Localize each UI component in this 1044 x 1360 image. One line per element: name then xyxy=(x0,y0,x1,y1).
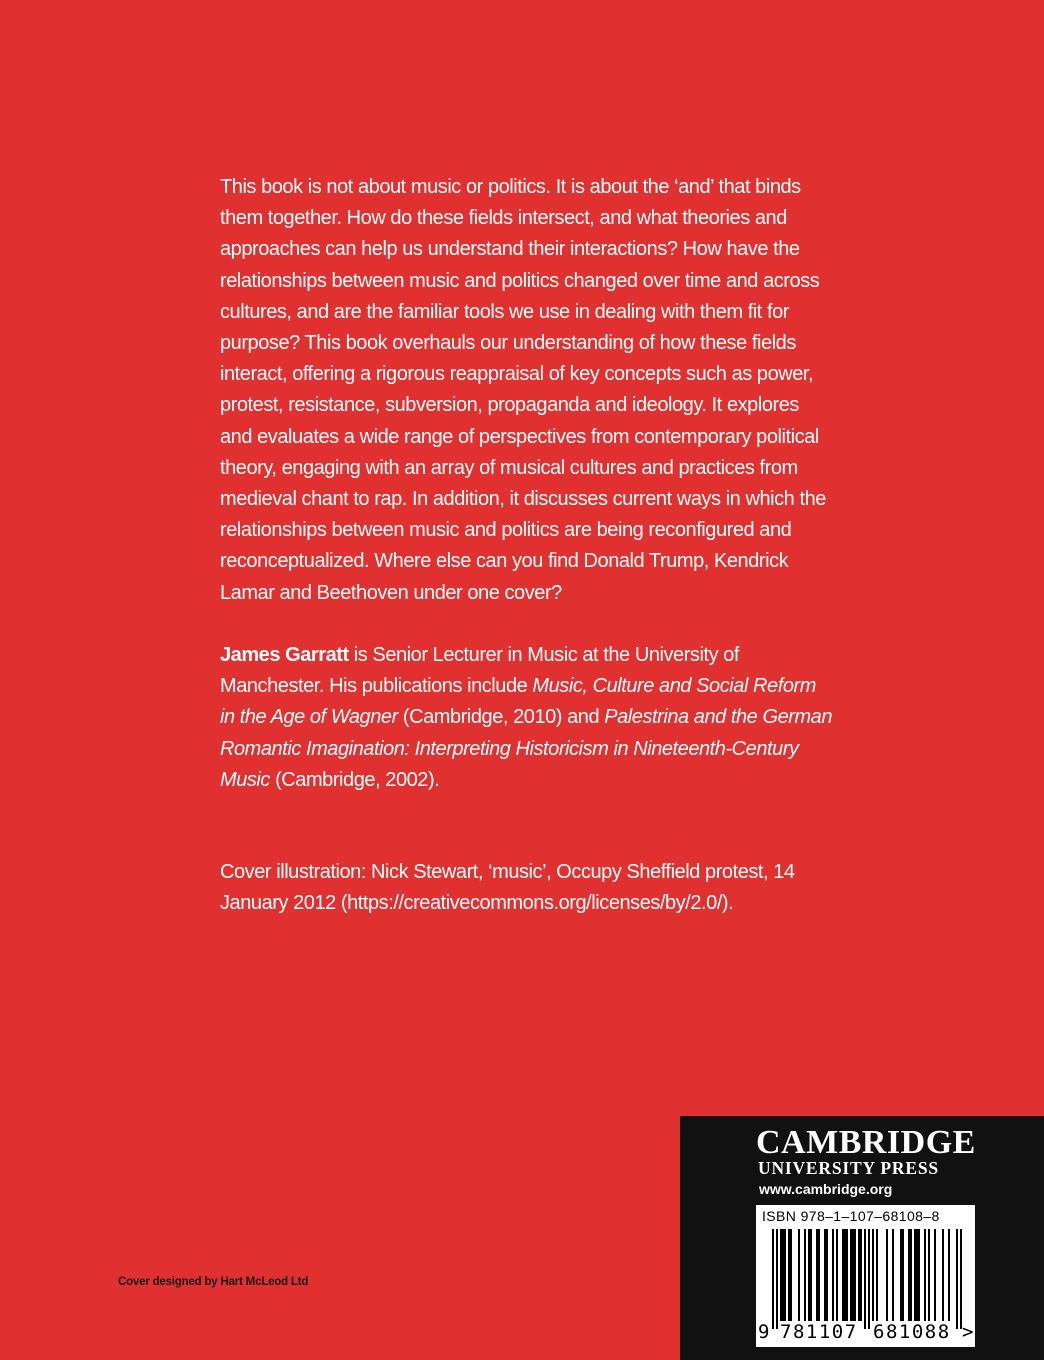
barcode-bar xyxy=(808,1229,810,1321)
barcode-bar xyxy=(816,1229,818,1321)
barcode-bar xyxy=(908,1229,910,1321)
book-blurb xyxy=(220,172,835,609)
barcode-bar xyxy=(928,1229,930,1321)
barcode-bar xyxy=(872,1229,874,1321)
barcode-bar xyxy=(910,1229,912,1321)
barcode-bar xyxy=(824,1229,826,1321)
barcode-digits-left: 781107 xyxy=(780,1321,858,1343)
barcode-digits xyxy=(756,1321,975,1345)
author-bio xyxy=(220,640,835,796)
publisher-url: www.cambridge.org xyxy=(759,1181,893,1197)
barcode-bar xyxy=(886,1229,888,1321)
barcode-bar xyxy=(788,1229,790,1321)
publisher-subtitle: UNIVERSITY PRESS xyxy=(758,1158,939,1178)
barcode-bar xyxy=(826,1229,828,1321)
bio-text-1: is Senior Lecturer in Music at the University of Manchester. His publications include xyxy=(220,644,740,698)
barcode-bar xyxy=(850,1229,852,1321)
barcode-bar xyxy=(916,1229,918,1321)
barcode-bar xyxy=(864,1229,866,1329)
barcode-bar xyxy=(868,1229,870,1329)
barcode-bar xyxy=(844,1229,846,1321)
isbn-barcode xyxy=(756,1205,975,1347)
barcode-bar xyxy=(772,1229,774,1329)
credit-label: Cover illustration: xyxy=(220,861,366,883)
barcode-bar xyxy=(798,1229,800,1321)
book-details-2: (Cambridge, 2002). xyxy=(269,768,440,791)
barcode-bar xyxy=(854,1229,856,1321)
barcode-bar xyxy=(892,1229,894,1321)
barcode-bar xyxy=(842,1229,844,1321)
author-name: James Garratt xyxy=(220,644,349,666)
barcode-bar xyxy=(960,1229,962,1329)
publisher-name: CAMBRIDGE xyxy=(756,1124,976,1161)
barcode-bar xyxy=(782,1229,784,1321)
blurb-paragraph: This book is not about music or politics. It is about the ‘and’ that binds them together. How do these fields intersect, and what theories and approaches can help us understand their interactions? How have the relationships between music and politics changed over time and across cultures, and are the familiar tools we use in dealing with them fit for purpose? This book overhauls our understanding of how these fields interact, offering a rigorous reappraisal of key concepts such as power, protest, resistance, subversion, propaganda and ideology. It explores and evaluates a wide range of perspectives from contemporary political theory, engaging with an array of musical cultures and practices from medieval chant to rap. In addition, it discusses current ways in which the relationships between music and politics are being reconfigured and reconceptualized. Where else can you find Donald Trump, Kendrick Lamar and Beethoven under one cover? xyxy=(220,176,826,604)
barcode-bar xyxy=(924,1229,926,1321)
credit-text: Nick Stewart, ‘music’, Occupy Sheffield protest, 14 January 2012 (https://creativecommons.org/licenses/by/2.0/). xyxy=(220,861,795,915)
barcode-bar xyxy=(956,1229,958,1329)
barcode-bar xyxy=(810,1229,812,1321)
barcode-bar xyxy=(780,1229,782,1321)
book-title-1: Music, Culture and Social Reform in the Age of Wagner xyxy=(220,675,816,729)
barcode-bar xyxy=(818,1229,820,1321)
isbn-label: ISBN 978–1–107–68108–8 xyxy=(762,1208,940,1224)
barcode-bar xyxy=(942,1229,944,1321)
barcode-bar xyxy=(852,1229,854,1321)
barcode-bar xyxy=(900,1229,902,1321)
cover-designer-credit: Cover designed by Hart McLeod Ltd xyxy=(118,1276,309,1288)
book-details-1: (Cambridge, 2010) and xyxy=(397,706,605,729)
barcode-bar xyxy=(934,1229,936,1321)
barcode-bar xyxy=(776,1229,778,1329)
barcode-bar xyxy=(846,1229,848,1321)
barcode-bar xyxy=(914,1229,916,1321)
barcode-bar xyxy=(918,1229,920,1321)
barcode-bar xyxy=(804,1229,806,1321)
barcode-bar xyxy=(836,1229,838,1321)
barcode-bar xyxy=(790,1229,792,1321)
barcode-bar xyxy=(948,1229,950,1321)
publisher-panel xyxy=(680,1116,1044,1360)
cover-illustration-credit xyxy=(220,857,835,919)
barcode-digit-first: 9 xyxy=(758,1321,770,1343)
barcode-bar xyxy=(860,1229,862,1321)
barcode-digits-right: 681088 xyxy=(873,1321,951,1343)
barcode-bar xyxy=(876,1229,878,1321)
book-title-2: Palestrina and the German Romantic Imagination: Interpreting Historicism in Nineteenth-Century Music xyxy=(220,706,833,791)
barcode-bar xyxy=(858,1229,860,1321)
barcode-bar xyxy=(902,1229,904,1321)
author-bio-paragraph xyxy=(220,640,835,796)
barcode-bar xyxy=(832,1229,834,1321)
barcode-arrow: > xyxy=(962,1321,974,1343)
credit-paragraph xyxy=(220,857,835,919)
barcode-bar xyxy=(784,1229,786,1321)
